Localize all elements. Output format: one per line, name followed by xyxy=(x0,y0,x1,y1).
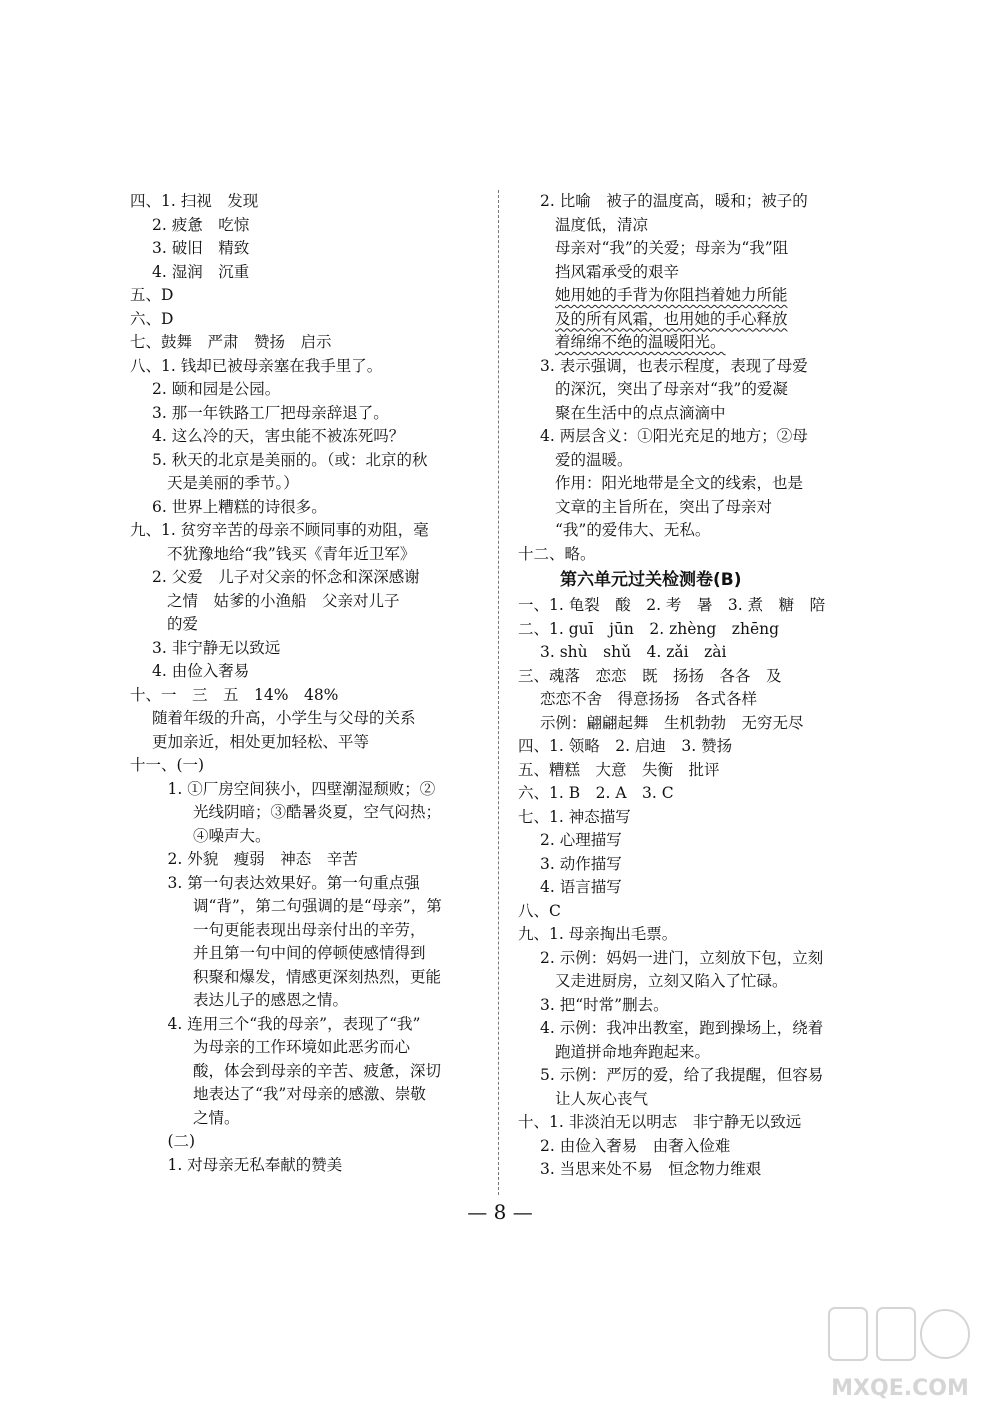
answer-text: 2. 颐和园是公园。 xyxy=(152,380,281,398)
answer-text: 3. 动作描写 xyxy=(540,854,622,873)
answer-text: 地表达了“我”对母亲的感激、崇敬 xyxy=(193,1085,426,1103)
answer-line xyxy=(130,1154,495,1178)
answer-line xyxy=(130,1013,495,1037)
answer-text: 文章的主旨所在，突出了母亲对 xyxy=(555,497,773,516)
answer-line xyxy=(518,876,853,900)
answer-text: 十一、(一) xyxy=(130,756,205,774)
answer-text: 不犹豫地给“我”钱买《青年近卫军》 xyxy=(167,544,416,563)
column-divider xyxy=(498,190,499,1195)
answer-text: 3. shù shǔ 4. zǎi zài xyxy=(540,643,727,661)
answer-line xyxy=(130,308,495,332)
answer-line xyxy=(130,942,495,966)
answer-text: 示例：翩翩起舞 生机勃勃 无穷无尽 xyxy=(540,713,804,732)
answer-text: 五、糟糕 大意 失衡 批评 xyxy=(518,760,720,779)
answer-line xyxy=(518,829,853,853)
answer-text: 调“背”，第二句强调的是“母亲”，第 xyxy=(193,897,442,915)
answer-line xyxy=(518,519,853,543)
answer-line xyxy=(518,712,853,736)
answer-line xyxy=(518,237,853,261)
answer-text: 随着年级的升高，小学生与父母的关系 xyxy=(152,709,416,727)
answer-line xyxy=(518,594,853,618)
answer-text: 3. 破旧 精致 xyxy=(152,239,250,257)
answer-line xyxy=(130,590,495,614)
answer-line xyxy=(130,214,495,238)
answer-line xyxy=(130,895,495,919)
answer-text: 四、1. 扫视 发现 xyxy=(130,192,259,210)
answer-line xyxy=(518,261,853,285)
answer-line xyxy=(130,707,495,731)
answer-text: 温度低，清凉 xyxy=(555,215,649,234)
answer-text: 五、D xyxy=(130,286,174,304)
answer-text: 1. ①厂房空间狭小，四壁潮湿颓败；② xyxy=(152,779,436,798)
answer-text: 九、1. 母亲掏出毛票。 xyxy=(518,925,678,943)
answer-text: (二) xyxy=(152,1132,196,1150)
answer-text: 九、1. 贫穷辛苦的母亲不顾同事的劝阻，毫 xyxy=(130,521,429,539)
answer-text: 四、1. 领略 2. 启迪 3. 赞扬 xyxy=(518,737,733,755)
answer-line xyxy=(518,947,853,971)
answer-text: 及的所有风霜，也用她的手心释放 xyxy=(555,309,788,328)
right-answer-column xyxy=(518,190,853,1182)
answer-text: 作用：阳光地带是全文的线索，也是 xyxy=(555,474,804,492)
answer-text: 的爱 xyxy=(167,615,199,633)
answer-text: 又走进厨房，立刻又陷入了忙碌。 xyxy=(555,972,788,990)
answer-text: 4. 两层含义：①阳光充足的地方；②母 xyxy=(540,427,808,445)
answer-text: 恋恋不舍 得意扬扬 各式各样 xyxy=(540,690,758,708)
answer-text: 更加亲近，相处更加轻松、平等 xyxy=(152,732,370,751)
section-heading xyxy=(518,566,853,594)
answer-line xyxy=(130,1107,495,1131)
answer-text: 七、鼓舞 严肃 赞扬 启示 xyxy=(130,333,332,351)
answer-line xyxy=(130,378,495,402)
answer-line xyxy=(130,496,495,520)
answer-text: 天是美丽的季节。） xyxy=(167,474,299,492)
answer-text: 表达儿子的感恩之情。 xyxy=(193,991,349,1009)
answer-text: 为母亲的工作环境如此恶劣而心 xyxy=(193,1038,411,1056)
answer-text: 十、1. 非淡泊无以明志 非宁静无以致远 xyxy=(518,1113,802,1131)
answer-text: 二、1. guī jūn 2. zhèng zhēng xyxy=(518,619,780,638)
answer-text: 她用她的手背为你阻挡着她力所能 xyxy=(555,286,788,304)
answer-text: 一句更能表现出母亲付出的辛劳， xyxy=(193,920,426,939)
watermark-url: MXQE.COM xyxy=(831,1376,969,1401)
answer-line xyxy=(518,782,853,806)
answer-text: 2. 心理描写 xyxy=(540,831,622,849)
answer-line xyxy=(130,449,495,473)
answer-line xyxy=(130,919,495,943)
answer-text: 4. 由俭入奢易 xyxy=(152,662,250,680)
answer-line xyxy=(518,378,853,402)
answer-text: 2. 由俭入奢易 由奢入俭难 xyxy=(540,1136,731,1155)
answer-text: 3. 当思来处不易 恒念物力维艰 xyxy=(540,1160,762,1178)
answer-line xyxy=(130,754,495,778)
answer-text: 让人灰心丧气 xyxy=(555,1089,649,1108)
answer-text: 的深沉，突出了母亲对“我”的爱凝 xyxy=(555,380,788,398)
answer-text: 并且第一句中间的停顿使感情得到 xyxy=(193,944,426,962)
answer-line xyxy=(518,1158,853,1182)
answer-line xyxy=(518,543,853,567)
answer-line xyxy=(518,1064,853,1088)
answer-text: ④噪声大。 xyxy=(193,826,271,845)
answer-line xyxy=(130,825,495,849)
answer-text: 3. 非宁静无以致远 xyxy=(152,638,281,657)
answer-line xyxy=(130,966,495,990)
answer-line xyxy=(130,1130,495,1154)
answer-line xyxy=(130,989,495,1013)
answer-line xyxy=(518,641,853,665)
answer-line xyxy=(518,214,853,238)
answer-line xyxy=(130,613,495,637)
answer-line xyxy=(130,261,495,285)
answer-line xyxy=(130,472,495,496)
answer-text: 6. 世界上糟糕的诗很多。 xyxy=(152,497,327,516)
answer-line xyxy=(130,1083,495,1107)
answer-text: 2. 父爱 儿子对父亲的怀念和深深感谢 xyxy=(152,568,420,586)
answer-text: 之情 姑爹的小渔船 父亲对儿子 xyxy=(167,591,400,610)
answer-text: 5. 秋天的北京是美丽的。（或：北京的秋 xyxy=(152,450,428,469)
answer-line xyxy=(518,331,853,355)
answer-line xyxy=(518,994,853,1018)
answer-text: 2. 比喻 被子的温度高，暖和；被子的 xyxy=(540,192,808,210)
answer-line xyxy=(518,472,853,496)
answer-text: 八、1. 钱却已被母亲塞在我手里了。 xyxy=(130,356,383,375)
answer-text: 3. 第一句表达效果好。第一句重点强 xyxy=(152,873,420,892)
answer-line xyxy=(130,872,495,896)
answer-line xyxy=(518,923,853,947)
answer-line xyxy=(130,637,495,661)
answer-text: 跑道拼命地奔跑起来。 xyxy=(555,1042,711,1061)
answer-text: 六、D xyxy=(130,309,174,328)
answer-line xyxy=(518,665,853,689)
answer-line xyxy=(130,190,495,214)
answer-line xyxy=(130,684,495,708)
answer-line xyxy=(518,688,853,712)
answer-text: 聚在生活中的点点滴滴中 xyxy=(555,403,726,422)
answer-line xyxy=(518,355,853,379)
answer-text: 着绵绵不绝的温暖阳光。 xyxy=(555,333,726,351)
answer-line xyxy=(518,496,853,520)
answer-text: 一、1. 龟裂 酸 2. 考 暑 3. 煮 糖 陪 xyxy=(518,596,826,614)
answer-line xyxy=(518,853,853,877)
answer-line xyxy=(518,284,853,308)
answer-text: 3. 那一年铁路工厂把母亲辞退了。 xyxy=(152,403,389,422)
answer-line xyxy=(518,425,853,449)
answer-text: 4. 连用三个“我的母亲”，表现了“我” xyxy=(152,1014,421,1033)
answer-text: 2. 疲惫 吃惊 xyxy=(152,215,250,234)
answer-line xyxy=(518,759,853,783)
answer-text: 3. 表示强调，也表示程度，表现了母爱 xyxy=(540,356,808,375)
answer-line xyxy=(130,519,495,543)
answer-text: 光线阴暗；③酷暑炎夏，空气闷热； xyxy=(193,803,442,821)
answer-line xyxy=(130,848,495,872)
answer-line xyxy=(518,402,853,426)
answer-line xyxy=(518,735,853,759)
answer-line xyxy=(130,731,495,755)
answer-line xyxy=(518,900,853,924)
answer-line xyxy=(518,308,853,332)
answer-line xyxy=(130,1036,495,1060)
answer-text: 挡风霜承受的艰辛 xyxy=(555,262,680,281)
answer-text: “我”的爱伟大、无私。 xyxy=(555,521,711,539)
answer-text: 六、1. B 2. A 3. C xyxy=(518,784,674,802)
answer-text: 三、魂落 恋恋 既 扬扬 各各 及 xyxy=(518,666,782,685)
watermark-logo xyxy=(825,1300,975,1405)
answer-line xyxy=(130,331,495,355)
answer-text: 酸，体会到母亲的辛苦、疲惫，深切 xyxy=(193,1061,442,1080)
answer-line xyxy=(518,806,853,830)
answer-line xyxy=(130,355,495,379)
answer-text: 第六单元过关检测卷(B) xyxy=(560,570,742,590)
answer-line xyxy=(518,1135,853,1159)
page-number: — 8 — xyxy=(467,1200,533,1224)
answer-text: 七、1. 神态描写 xyxy=(518,807,631,826)
answer-line xyxy=(130,543,495,567)
answer-line xyxy=(518,449,853,473)
answer-line xyxy=(518,190,853,214)
answer-text: 3. 把“时常”删去。 xyxy=(540,995,669,1014)
answer-text: 十、一 三 五 14% 48% xyxy=(130,685,339,704)
answer-text: 4. 语言描写 xyxy=(540,878,622,896)
answer-line xyxy=(130,402,495,426)
answer-text: 2. 示例：妈妈一进门，立刻放下包，立刻 xyxy=(540,948,824,967)
answer-line xyxy=(130,801,495,825)
answer-text: 母亲对“我”的关爱；母亲为“我”阻 xyxy=(555,239,789,257)
answer-line xyxy=(130,778,495,802)
answer-text: 4. 这么冷的天，害虫能不被冻死吗？ xyxy=(152,427,405,445)
answer-text: 1. 对母亲无私奉献的赞美 xyxy=(152,1155,343,1174)
answer-line xyxy=(518,1041,853,1065)
answer-text: 4. 湿润 沉重 xyxy=(152,262,250,281)
answer-line xyxy=(518,618,853,642)
answer-line xyxy=(518,1111,853,1135)
answer-text: 八、C xyxy=(518,901,561,920)
answer-line xyxy=(130,660,495,684)
answer-text: 4. 示例：我冲出教室，跑到操场上，绕着 xyxy=(540,1019,824,1037)
answer-text: 5. 示例：严厉的爱，给了我提醒，但容易 xyxy=(540,1066,824,1084)
answer-line xyxy=(518,1017,853,1041)
answer-text: 积聚和爆发，情感更深刻热烈，更能 xyxy=(193,967,442,986)
answer-line xyxy=(130,284,495,308)
answer-line xyxy=(518,1088,853,1112)
left-answer-column xyxy=(130,190,495,1177)
answer-line xyxy=(130,566,495,590)
answer-line xyxy=(130,237,495,261)
answer-text: 十二、略。 xyxy=(518,544,596,563)
answer-text: 2. 外貌 瘦弱 神态 辛苦 xyxy=(152,850,358,868)
answer-text: 之情。 xyxy=(193,1108,240,1127)
answer-line xyxy=(130,1060,495,1084)
answer-line xyxy=(518,970,853,994)
answer-text: 爱的温暖。 xyxy=(555,450,633,469)
answer-line xyxy=(130,425,495,449)
